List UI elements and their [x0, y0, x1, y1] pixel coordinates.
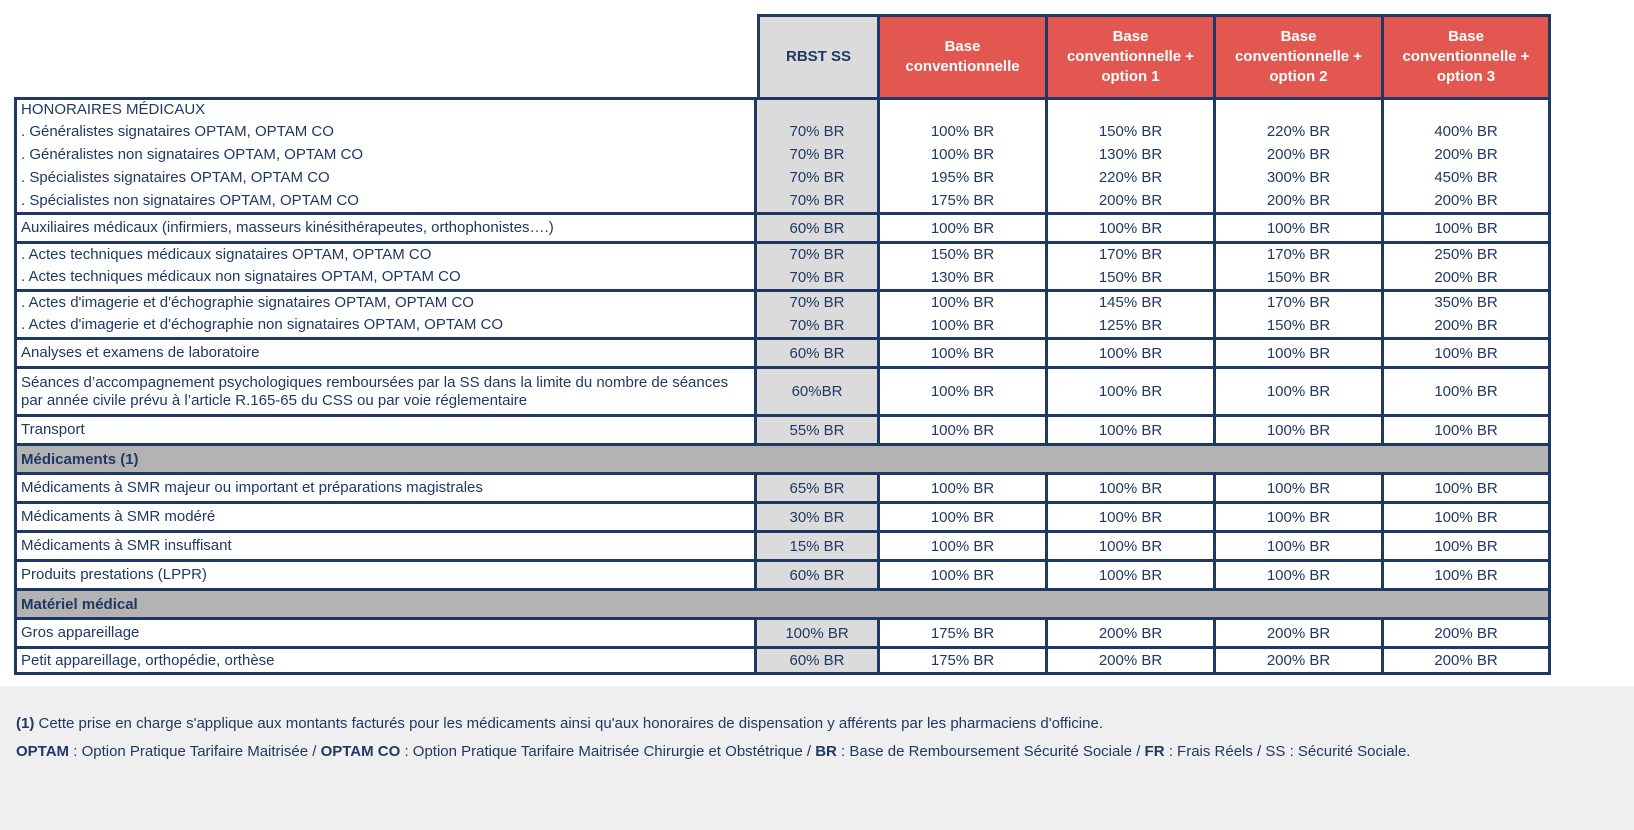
abbr-optam: OPTAM	[16, 743, 70, 760]
header-spacer	[14, 14, 757, 97]
table-row-smr-majeur	[14, 472, 1551, 501]
cell-option-3: 100% BR	[1384, 559, 1551, 588]
cell-option-1	[1048, 97, 1216, 120]
cell-base: 100% BR	[880, 530, 1048, 559]
row-label: . Actes techniques médicaux non signataires OPTAM, OPTAM CO	[14, 265, 757, 289]
footnote-2	[16, 738, 1614, 766]
cell-option-2: 150% BR	[1216, 265, 1384, 289]
cell-option-1: 150% BR	[1048, 120, 1216, 143]
cell-rbst: 70% BR	[757, 241, 880, 265]
abbr-optam-co: OPTAM CO	[320, 743, 401, 760]
cell-base: 100% BR	[880, 472, 1048, 501]
cell-base: 100% BR	[880, 212, 1048, 241]
benefits-table	[14, 14, 1551, 675]
cell-option-2: 100% BR	[1216, 414, 1384, 443]
cell-rbst: 60% BR	[757, 337, 880, 366]
cell-rbst: 100% BR	[757, 617, 880, 646]
cell-option-3: 200% BR	[1384, 617, 1551, 646]
section-label: Médicaments (1)	[14, 443, 1551, 472]
cell-rbst: 55% BR	[757, 414, 880, 443]
row-label: . Spécialistes non signataires OPTAM, OPTAM CO	[14, 189, 757, 212]
cell-base: 100% BR	[880, 313, 1048, 337]
cell-option-3: 100% BR	[1384, 337, 1551, 366]
cell-option-3: 250% BR	[1384, 241, 1551, 265]
footnote-2-text: : Frais Réels / SS : Sécurité Sociale.	[1164, 743, 1411, 760]
cell-option-3: 350% BR	[1384, 289, 1551, 313]
cell-option-1: 200% BR	[1048, 189, 1216, 212]
table-row-honoraires-medicaux	[14, 97, 1551, 120]
footnote-1	[16, 710, 1614, 738]
section-label: Matériel médical	[14, 588, 1551, 617]
row-label: Médicaments à SMR majeur ou important et préparations magistrales	[14, 472, 757, 501]
row-label: . Actes techniques médicaux signataires OPTAM, OPTAM CO	[14, 241, 757, 265]
table-row-specialistes-signataires	[14, 166, 1551, 189]
cell-base: 100% BR	[880, 366, 1048, 414]
cell-option-2: 200% BR	[1216, 189, 1384, 212]
col-header-base-conventionnelle: Base conventionnelle	[880, 14, 1048, 97]
cell-option-1: 100% BR	[1048, 366, 1216, 414]
col-header-option-1: Base conventionnelle + option 1	[1048, 14, 1216, 97]
cell-option-2: 150% BR	[1216, 313, 1384, 337]
cell-option-1: 100% BR	[1048, 414, 1216, 443]
col-header-option-3: Base conventionnelle + option 3	[1384, 14, 1551, 97]
cell-option-3: 200% BR	[1384, 646, 1551, 675]
table-row-petit-appareillage	[14, 646, 1551, 675]
row-label: Séances d’accompagnement psychologiques remboursées par la SS dans la limite du nombre de séances par année civile prévu à l’article R.165-65 du CSS ou par voie réglementaire	[14, 366, 757, 414]
table-row-generalistes-signataires	[14, 120, 1551, 143]
cell-base: 195% BR	[880, 166, 1048, 189]
cell-option-3: 200% BR	[1384, 313, 1551, 337]
cell-option-3: 200% BR	[1384, 143, 1551, 166]
table-row-analyses-laboratoire	[14, 337, 1551, 366]
cell-rbst: 30% BR	[757, 501, 880, 530]
cell-option-2	[1216, 97, 1384, 120]
cell-option-2: 200% BR	[1216, 143, 1384, 166]
cell-option-1: 100% BR	[1048, 212, 1216, 241]
cell-option-1: 220% BR	[1048, 166, 1216, 189]
row-label: Produits prestations (LPPR)	[14, 559, 757, 588]
cell-rbst: 70% BR	[757, 166, 880, 189]
cell-base	[880, 97, 1048, 120]
table-row-imagerie-non-signataires	[14, 313, 1551, 337]
table-row-transport	[14, 414, 1551, 443]
table-row-smr-modere	[14, 501, 1551, 530]
cell-rbst: 15% BR	[757, 530, 880, 559]
cell-option-2: 300% BR	[1216, 166, 1384, 189]
cell-rbst: 60% BR	[757, 559, 880, 588]
cell-option-1: 125% BR	[1048, 313, 1216, 337]
cell-option-1: 200% BR	[1048, 617, 1216, 646]
table-row-produits-lppr	[14, 559, 1551, 588]
cell-option-3: 400% BR	[1384, 120, 1551, 143]
row-label: Auxiliaires médicaux (infirmiers, masseurs kinésithérapeutes, orthophonistes….)	[14, 212, 757, 241]
cell-option-1: 100% BR	[1048, 559, 1216, 588]
cell-base: 150% BR	[880, 241, 1048, 265]
cell-option-2: 170% BR	[1216, 241, 1384, 265]
cell-base: 175% BR	[880, 617, 1048, 646]
table-header-row	[14, 14, 1551, 97]
cell-option-2: 200% BR	[1216, 646, 1384, 675]
cell-option-2: 100% BR	[1216, 366, 1384, 414]
footnote-1-marker: (1)	[16, 715, 35, 732]
cell-rbst: 60%BR	[757, 366, 880, 414]
col-header-option-2: Base conventionnelle + option 2	[1216, 14, 1384, 97]
table-row-actes-techniques-signataires	[14, 241, 1551, 265]
cell-option-1: 100% BR	[1048, 501, 1216, 530]
row-label: Médicaments à SMR modéré	[14, 501, 757, 530]
cell-option-3	[1384, 97, 1551, 120]
cell-option-2: 100% BR	[1216, 530, 1384, 559]
cell-option-3: 100% BR	[1384, 530, 1551, 559]
cell-option-3: 100% BR	[1384, 212, 1551, 241]
abbr-fr: FR	[1144, 743, 1165, 760]
cell-base: 100% BR	[880, 337, 1048, 366]
footnote-2-text: : Base de Remboursement Sécurité Sociale /	[836, 743, 1145, 760]
table-row-specialistes-non-signataires	[14, 189, 1551, 212]
row-label: . Spécialistes signataires OPTAM, OPTAM CO	[14, 166, 757, 189]
cell-base: 100% BR	[880, 120, 1048, 143]
row-label: Transport	[14, 414, 757, 443]
row-label: HONORAIRES MÉDICAUX	[14, 97, 757, 120]
row-label: . Généralistes non signataires OPTAM, OPTAM CO	[14, 143, 757, 166]
cell-base: 100% BR	[880, 501, 1048, 530]
cell-base: 100% BR	[880, 414, 1048, 443]
row-label: . Actes d'imagerie et d'échographie non signataires OPTAM, OPTAM CO	[14, 313, 757, 337]
cell-base: 175% BR	[880, 646, 1048, 675]
cell-option-2: 100% BR	[1216, 212, 1384, 241]
cell-option-3: 200% BR	[1384, 189, 1551, 212]
cell-option-3: 200% BR	[1384, 265, 1551, 289]
abbr-br: BR	[815, 743, 837, 760]
table-row-imagerie-signataires	[14, 289, 1551, 313]
cell-base: 130% BR	[880, 265, 1048, 289]
cell-option-2: 100% BR	[1216, 559, 1384, 588]
cell-option-3: 100% BR	[1384, 501, 1551, 530]
cell-option-2: 100% BR	[1216, 337, 1384, 366]
table-row-seances-psychologiques	[14, 366, 1551, 414]
cell-base: 100% BR	[880, 143, 1048, 166]
cell-option-1: 150% BR	[1048, 265, 1216, 289]
cell-option-2: 170% BR	[1216, 289, 1384, 313]
cell-rbst: 70% BR	[757, 120, 880, 143]
cell-option-1: 100% BR	[1048, 337, 1216, 366]
cell-base: 100% BR	[880, 289, 1048, 313]
cell-rbst: 60% BR	[757, 212, 880, 241]
footnote-2-text: : Option Pratique Tarifaire Maitrisée /	[69, 743, 321, 760]
cell-option-3: 100% BR	[1384, 472, 1551, 501]
footnote-1-text: Cette prise en charge s'applique aux montants facturés pour les médicaments ainsi qu'aux honoraires de dispensation y afférents par les pharmaciens d'officine.	[34, 715, 1103, 732]
cell-option-1: 100% BR	[1048, 472, 1216, 501]
col-header-rbst-ss: RBST SS	[757, 14, 880, 97]
cell-option-1: 170% BR	[1048, 241, 1216, 265]
cell-rbst: 70% BR	[757, 289, 880, 313]
cell-rbst	[757, 97, 880, 120]
row-label: Gros appareillage	[14, 617, 757, 646]
cell-option-2: 200% BR	[1216, 617, 1384, 646]
cell-base: 175% BR	[880, 189, 1048, 212]
table-row-gros-appareillage	[14, 617, 1551, 646]
footnote-2-text: : Option Pratique Tarifaire Maitrisée Chirurgie et Obstétrique /	[400, 743, 816, 760]
row-label: Petit appareillage, orthopédie, orthèse	[14, 646, 757, 675]
section-row-medicaments	[14, 443, 1551, 472]
section-row-materiel-medical	[14, 588, 1551, 617]
cell-option-3: 100% BR	[1384, 366, 1551, 414]
cell-rbst: 70% BR	[757, 313, 880, 337]
cell-option-2: 100% BR	[1216, 501, 1384, 530]
row-label: Médicaments à SMR insuffisant	[14, 530, 757, 559]
cell-option-3: 450% BR	[1384, 166, 1551, 189]
cell-rbst: 70% BR	[757, 265, 880, 289]
cell-rbst: 70% BR	[757, 143, 880, 166]
cell-option-1: 200% BR	[1048, 646, 1216, 675]
table-row-generalistes-non-signataires	[14, 143, 1551, 166]
cell-option-1: 145% BR	[1048, 289, 1216, 313]
cell-rbst: 60% BR	[757, 646, 880, 675]
cell-option-2: 100% BR	[1216, 472, 1384, 501]
cell-rbst: 65% BR	[757, 472, 880, 501]
cell-rbst: 70% BR	[757, 189, 880, 212]
row-label: Analyses et examens de laboratoire	[14, 337, 757, 366]
table-row-auxiliaires-medicaux	[14, 212, 1551, 241]
cell-option-3: 100% BR	[1384, 414, 1551, 443]
cell-option-1: 130% BR	[1048, 143, 1216, 166]
table-row-smr-insuffisant	[14, 530, 1551, 559]
row-label: . Actes d'imagerie et d'échographie signataires OPTAM, OPTAM CO	[14, 289, 757, 313]
cell-option-2: 220% BR	[1216, 120, 1384, 143]
table-row-actes-techniques-non-signataires	[14, 265, 1551, 289]
footnotes-panel	[0, 686, 1634, 830]
cell-base: 100% BR	[880, 559, 1048, 588]
row-label: . Généralistes signataires OPTAM, OPTAM CO	[14, 120, 757, 143]
cell-option-1: 100% BR	[1048, 530, 1216, 559]
